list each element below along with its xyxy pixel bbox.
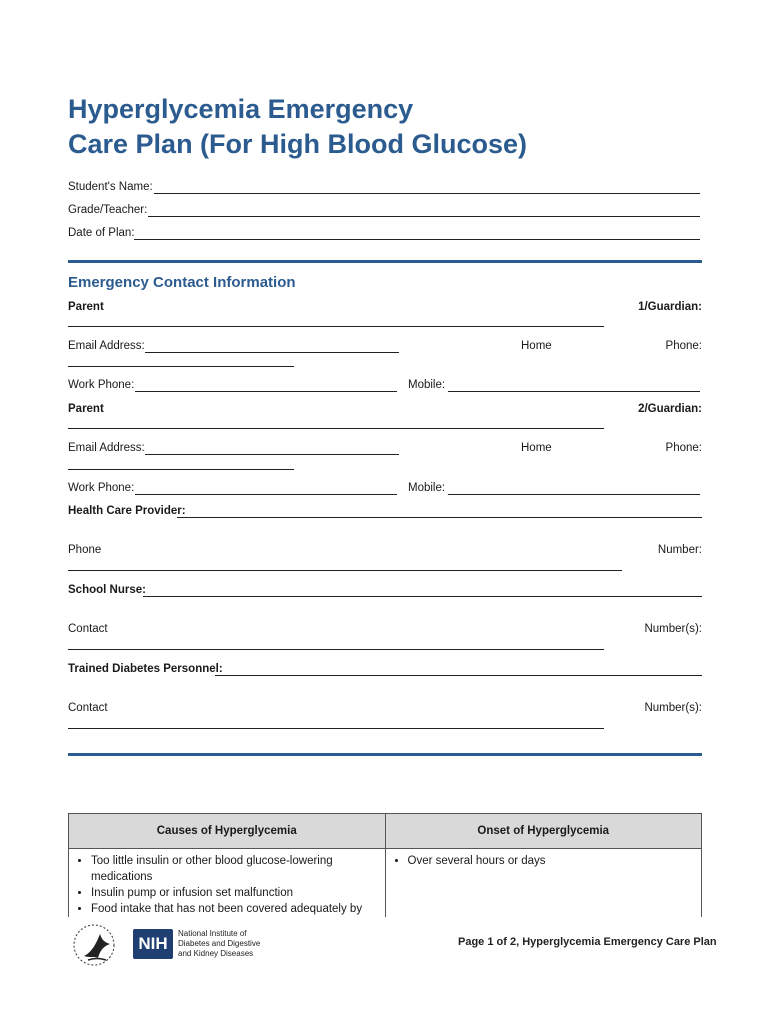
list-item: • Over several hours or days	[408, 853, 694, 869]
home2-label: Home	[521, 442, 552, 454]
email1-field[interactable]	[145, 352, 399, 353]
parent2-name-field[interactable]	[68, 428, 604, 429]
trained-number-label: Number(s):	[644, 702, 702, 714]
onset-header: Onset of Hyperglycemia	[385, 814, 702, 849]
mobile1-label: Mobile:	[408, 379, 446, 391]
phone1-label: Phone:	[665, 340, 702, 352]
list-item: • Food intake that has not been covered adequately by	[91, 901, 377, 917]
nih-line-3: and Kidney Diseases	[178, 949, 254, 958]
hcp-phone-field[interactable]	[68, 570, 622, 571]
hcp-number-label: Number:	[657, 544, 702, 556]
nih-line-2: Diabetes and Digestive	[178, 939, 261, 948]
nurse-number-label: Number(s):	[644, 623, 702, 635]
email1-label: Email Address:	[68, 340, 145, 352]
school-nurse-field[interactable]	[143, 596, 702, 597]
nih-institute-name	[178, 929, 260, 959]
causes-cell	[69, 849, 386, 918]
onset-list	[394, 853, 694, 869]
date-of-plan-label: Date of Plan:	[68, 227, 135, 239]
section-divider-bottom	[68, 753, 702, 756]
home1-label: Home	[521, 340, 552, 352]
hyperglycemia-table	[68, 813, 702, 917]
home-phone2-field[interactable]	[68, 469, 294, 470]
trained-contact-label: Contact	[68, 702, 108, 714]
health-care-provider-field[interactable]	[177, 517, 702, 518]
nih-logo: NIH	[133, 929, 173, 959]
work-phone1-label: Work Phone:	[68, 379, 135, 391]
emergency-contact-heading: Emergency Contact Information	[68, 274, 296, 291]
student-name-field[interactable]	[154, 193, 700, 194]
mobile2-field[interactable]	[448, 494, 700, 495]
guardian2-label: 2/Guardian:	[638, 403, 702, 415]
causes-header: Causes of Hyperglycemia	[69, 814, 386, 849]
guardian1-label: 1/Guardian:	[638, 301, 702, 313]
work-phone2-label: Work Phone:	[68, 482, 135, 494]
trained-personnel-label: Trained Diabetes Personnel:	[68, 663, 223, 675]
nih-line-1: National Institute of	[178, 929, 247, 938]
page-title	[68, 92, 708, 162]
section-divider-top	[68, 260, 702, 263]
health-care-provider-label: Health Care Provider:	[68, 505, 186, 517]
school-nurse-label: School Nurse:	[68, 584, 146, 596]
trained-contact-field[interactable]	[68, 728, 604, 729]
nurse-contact-label: Contact	[68, 623, 108, 635]
email2-field[interactable]	[145, 454, 399, 455]
parent1-label: Parent	[68, 301, 104, 313]
hcp-phone-label: Phone	[68, 544, 102, 556]
list-item: • Too little insulin or other blood glucose-lowering medications	[91, 853, 377, 885]
home-phone1-field[interactable]	[68, 366, 294, 367]
parent1-name-field[interactable]	[68, 326, 604, 327]
student-name-label: Student's Name:	[68, 181, 153, 193]
title-line-1: Hyperglycemia Emergency	[68, 94, 414, 124]
work-phone1-field[interactable]	[135, 391, 397, 392]
phone2-label: Phone:	[665, 442, 702, 454]
causes-list	[77, 853, 377, 917]
hhs-eagle-icon	[70, 922, 122, 968]
list-item: • Insulin pump or infusion set malfunction	[91, 885, 377, 901]
page-number-label: Page 1 of 2, Hyperglycemia Emergency Care Plan	[458, 936, 717, 948]
work-phone2-field[interactable]	[135, 494, 397, 495]
mobile2-label: Mobile:	[408, 482, 446, 494]
title-line-2: Care Plan (For High Blood Glucose)	[68, 129, 528, 159]
nurse-contact-field[interactable]	[68, 649, 604, 650]
trained-personnel-field[interactable]	[215, 675, 702, 676]
date-of-plan-field[interactable]	[134, 239, 700, 240]
parent2-label: Parent	[68, 403, 104, 415]
email2-label: Email Address:	[68, 442, 145, 454]
mobile1-field[interactable]	[448, 391, 700, 392]
onset-cell	[385, 849, 702, 918]
grade-teacher-label: Grade/Teacher:	[68, 204, 148, 216]
grade-teacher-field[interactable]	[148, 216, 700, 217]
